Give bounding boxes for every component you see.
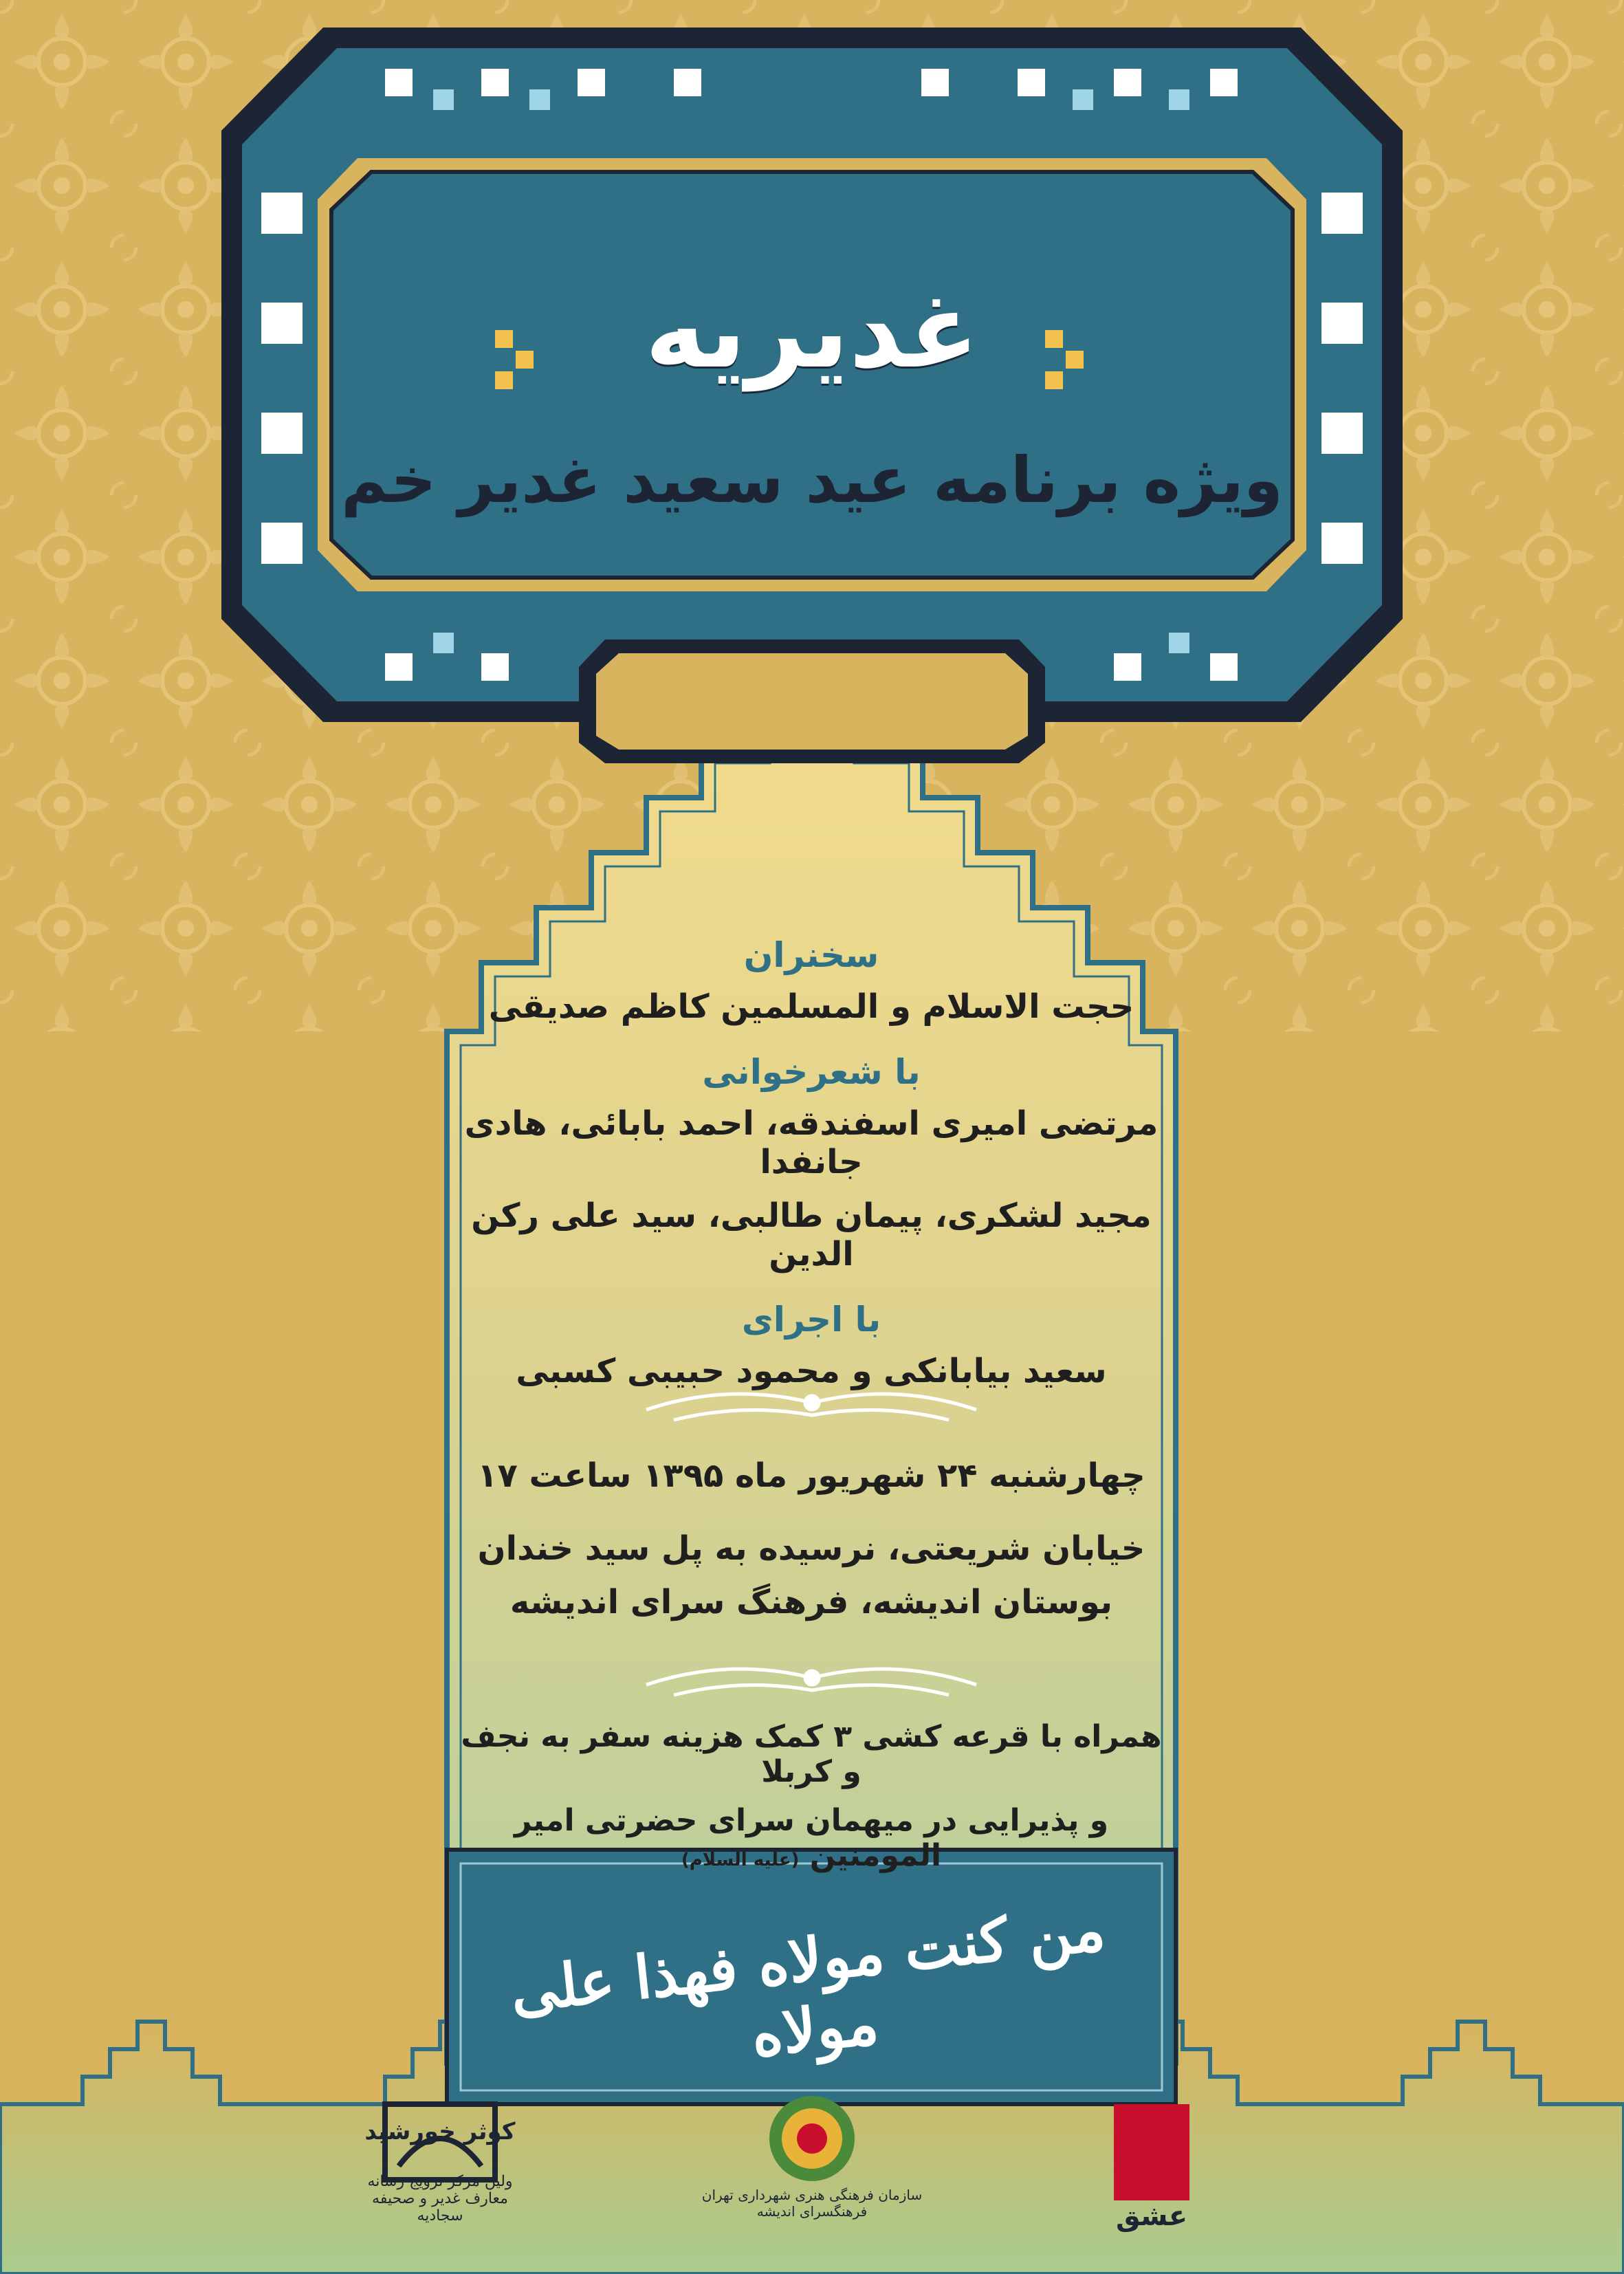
poetry-heading: با شعرخوانی — [702, 1052, 921, 1092]
calligraphy-text: من کنت مولاه فهذا علی مولاه — [507, 1894, 1108, 2071]
logo-eshq-text: عشق — [1115, 2200, 1188, 2232]
event-info — [447, 1456, 1176, 1621]
page-title: غدیریه — [644, 272, 980, 391]
poets-line-1: مرتضی امیری اسفندقه، احمد بابائی، هادی جانفدا — [464, 1104, 1159, 1181]
note-line-1: همراه با قرعه کشی ۳ کمک هزینه سفر به نجف و کربلا — [461, 1719, 1162, 1789]
logo-kowsar-brand: کوثر خورشید — [364, 2118, 516, 2145]
event-datetime: چهارشنبه ۲۴ شهریور ماه ۱۳۹۵ ساعت ۱۷ — [477, 1456, 1145, 1495]
note-honorific: (علیه السلام) — [681, 1850, 800, 1870]
note-line-2-text: و پذیرایی در میهمان سرای حضرتی امیر المومنین — [514, 1803, 1109, 1873]
hosts-heading: با اجرای — [741, 1300, 881, 1340]
hosts-names: سعید بیابانکی و محمود حبیبی کسبی — [516, 1352, 1107, 1390]
logo-kowsar-text — [351, 2118, 529, 2224]
speaker-name: حجت الاسلام و المسلمین کاظم صدیقی — [488, 987, 1134, 1026]
address-line-2: بوستان اندیشه، فرهنگ سرای اندیشه — [509, 1583, 1113, 1621]
logo-kowsar-line-2: معارف غدیر و صحیفه سجادیه — [372, 2190, 508, 2224]
program-panel — [447, 935, 1176, 1390]
logo-farhangsara-line-2: فرهنگسرای اندیشه — [756, 2203, 868, 2220]
logo-farhangsara-line-1: سازمان فرهنگی هنری شهرداری تهران — [701, 2187, 923, 2203]
speakers-heading: سخنران — [743, 935, 879, 975]
event-note — [447, 1719, 1176, 1873]
pixel-frame — [221, 28, 1403, 763]
logo-kowsar-line-1: ولین مرکز ترویج رسانه — [367, 2173, 513, 2190]
logo-farhangsara-text — [701, 2187, 923, 2220]
logo-farhangsara — [769, 2096, 855, 2181]
logo-eshq — [1114, 2104, 1189, 2200]
poets-line-2: مجید لشکری، پیمان طالبی، سید علی رکن الدین — [471, 1196, 1152, 1273]
address-line-1: خیابان شریعتی، نرسیده به پل سید خندان — [477, 1529, 1145, 1568]
note-line-2 — [447, 1803, 1176, 1873]
page-subtitle: ویژه برنامه عید سعید غدیر خم — [341, 444, 1283, 517]
